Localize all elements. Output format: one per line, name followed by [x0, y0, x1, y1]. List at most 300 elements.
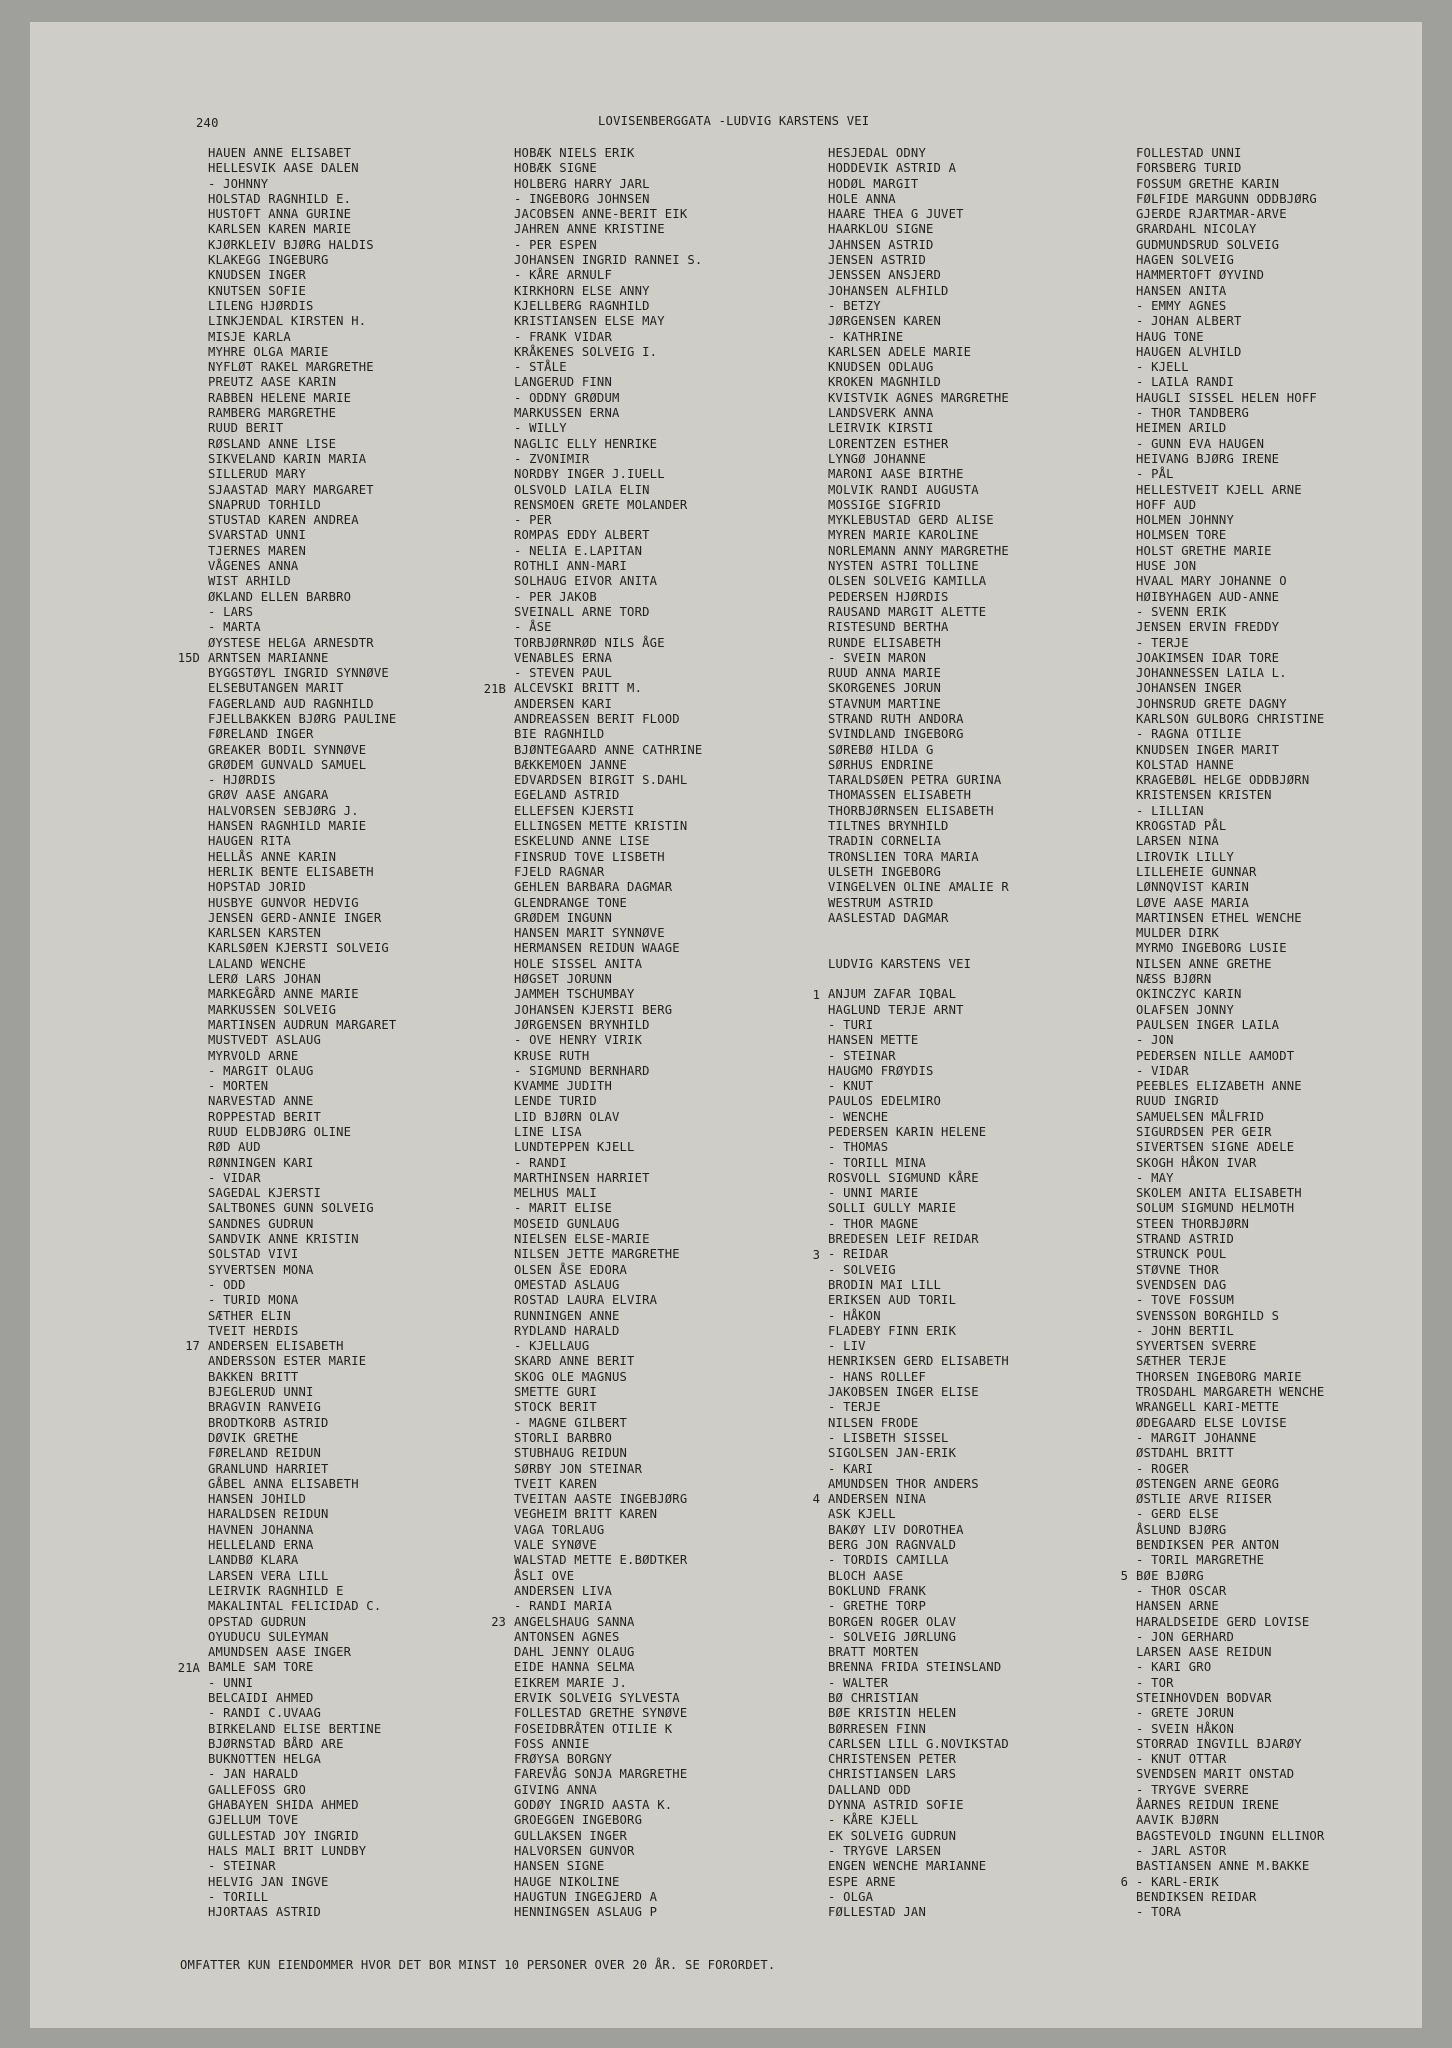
list-item: MYHRE OLGA MARIE [208, 344, 329, 359]
list-item: HOLMEN JOHNNY [1136, 513, 1234, 528]
list-item: BYGGSTØYL INGRID SYNNØVE [208, 666, 389, 681]
list-item: FJELLBAKKEN BJØRG PAULINE [208, 711, 397, 726]
list-item: AAVIK BJØRN [1136, 1813, 1219, 1828]
list-item: HAUGEN RITA [208, 834, 291, 849]
list-item: - KARL-ERIK [1136, 1874, 1219, 1889]
column-2 [514, 146, 834, 1920]
list-item: SKOGH HÅKON IVAR [1136, 1155, 1257, 1170]
list-item: MARTHINSEN HARRIET [514, 1170, 650, 1185]
list-item: FORSBERG TURID [1136, 161, 1242, 176]
list-item: OLSVOLD LAILA ELIN [514, 482, 650, 497]
list-item: PREUTZ AASE KARIN [208, 375, 337, 390]
list-item: TVEITAN AASTE INGEBJØRG [514, 1492, 688, 1507]
list-item: KLAKEGG INGEBURG [208, 253, 329, 268]
list-item: FINSRUD TOVE LISBETH [514, 849, 665, 864]
list-item: JAHNSEN ASTRID [828, 237, 934, 252]
list-item: STRUNCK POUL [1136, 1247, 1227, 1262]
list-item: MOSEID GUNLAUG [514, 1216, 620, 1231]
list-item: STØVNE THOR [1136, 1262, 1219, 1277]
list-item: ÅSLI OVE [514, 1568, 575, 1583]
list-item: - TERJE [1136, 635, 1189, 650]
house-number: 1 [812, 987, 820, 1002]
list-item: - JOHNNY [208, 176, 269, 191]
list-item: - GUNN EVA HAUGEN [1136, 436, 1265, 451]
list-item: SYVERTSEN MONA [208, 1262, 314, 1277]
list-item: NORLEMANN ANNY MARGRETHE [828, 543, 1009, 558]
list-item: ANJUM ZAFAR IQBAL [828, 987, 957, 1002]
list-item: - UNNI [208, 1675, 254, 1690]
list-item: HESJEDAL ODNY [828, 146, 926, 160]
list-item: - MAY [1136, 1170, 1174, 1185]
list-item: - RANDI C.UVAAG [208, 1706, 322, 1721]
list-item: LANGERUD FINN [514, 375, 612, 390]
list-item: SØRHUS ENDRINE [828, 757, 934, 772]
list-item: LYNGØ JOHANNE [828, 451, 926, 466]
list-item: KARLSEN KAREN MARIE [208, 222, 352, 237]
list-item: HAGLUND TERJE ARNT [828, 1002, 964, 1017]
list-item: LØVE AASE MARIA [1136, 895, 1250, 910]
list-item: HANSEN RAGNHILD MARIE [208, 819, 367, 834]
list-item: - JON GERHARD [1136, 1629, 1234, 1644]
list-item: NILSEN JETTE MARGRETHE [514, 1247, 680, 1262]
list-item: LANDBØ KLARA [208, 1553, 299, 1568]
list-item: PEDERSEN KARIN HELENE [828, 1125, 987, 1139]
list-item: HOBÆK SIGNE [514, 161, 597, 176]
list-item: - KJELLAUG [514, 1339, 590, 1354]
list-item: HELLESVIK AASE DALEN [208, 161, 359, 176]
list-item: JENSEN ASTRID [828, 253, 926, 268]
list-item: ROTHLI ANN-MARI [514, 559, 628, 574]
list-item: DØVIK GRETHE [208, 1430, 299, 1445]
list-item: MARTINSEN ETHEL WENCHE [1136, 910, 1302, 925]
list-item: LORENTZEN ESTHER [828, 436, 949, 451]
list-item: GEHLEN BARBARA DAGMAR [514, 880, 673, 895]
list-item: MYREN MARIE KAROLINE [828, 528, 979, 543]
list-item: SVENSSON BORGHILD S [1136, 1308, 1280, 1323]
list-item: RUNNINGEN ANNE [514, 1308, 620, 1323]
list-item: - STEINAR [828, 1048, 896, 1063]
list-item: - TOR [1136, 1675, 1174, 1690]
list-item: HØIBYHAGEN AUD-ANNE [1136, 589, 1280, 604]
list-item: HUSBYE GUNVOR HEDVIG [208, 895, 359, 910]
list-item: PEDERSEN NILLE AAMODT [1136, 1048, 1295, 1063]
list-item: ROPPESTAD BERIT [208, 1109, 322, 1124]
list-item: FØRELAND REIDUN [208, 1446, 322, 1461]
list-item: MARKUSSEN ERNA [514, 406, 620, 421]
list-item: - MAGNE GILBERT [514, 1415, 628, 1430]
list-item: - MARGIT OLAUG [208, 1063, 314, 1078]
list-item: - GRETHE TORP [828, 1599, 926, 1614]
list-item: JAKOBSEN INGER ELISE [828, 1385, 979, 1400]
list-item: KARLSØEN KJERSTI SOLVEIG [208, 941, 389, 956]
list-item: LARSEN NINA [1136, 834, 1219, 849]
list-item: BENDIKSEN PER ANTON [1136, 1538, 1280, 1553]
house-number: 5 [1120, 1568, 1128, 1583]
list-item: - KNUT OTTAR [1136, 1752, 1227, 1767]
list-item: HERMANSEN REIDUN WAAGE [514, 941, 680, 956]
list-item: KNUTSEN SOFIE [208, 283, 306, 298]
list-item: LIROVIK LILLY [1136, 849, 1234, 864]
list-item: JAMMEH TSCHUMBAY [514, 987, 635, 1002]
list-item: - SOLVEIG JØRLUNG [828, 1629, 957, 1644]
list-item: - LIV [828, 1339, 866, 1354]
list-item: AMUNDSEN THOR ANDERS [828, 1476, 979, 1491]
list-item: ERIKSEN AUD TORIL [828, 1293, 957, 1308]
list-item: - LISBETH SISSEL [828, 1430, 949, 1445]
list-item: ANGELSHAUG SANNA [514, 1614, 635, 1629]
list-item: LARSEN AASE REIDUN [1136, 1645, 1272, 1660]
list-item: ANDREASSEN BERIT FLOOD [514, 711, 680, 726]
list-item: STORLI BARBRO [514, 1430, 612, 1445]
list-item: TILTNES BRYNHILD [828, 819, 949, 834]
list-item: HODDEVIK ASTRID A [828, 161, 957, 176]
list-item: - STEINAR [208, 1859, 276, 1874]
list-item: - ODD [208, 1277, 246, 1292]
list-item: WALSTAD METTE E.BØDTKER [514, 1553, 688, 1568]
list-item: - HJØRDIS [208, 773, 276, 788]
list-item: KRISTIANSEN ELSE MAY [514, 314, 665, 329]
list-item: HUSE JON [1136, 559, 1197, 574]
list-item: FOLLESTAD UNNI [1136, 146, 1242, 160]
document-page [30, 22, 1422, 2028]
list-item: BLOCH AASE [828, 1568, 904, 1583]
list-item: FØLLESTAD JAN [828, 1905, 926, 1920]
list-item: BÆKKEMOEN JANNE [514, 757, 628, 772]
list-item: KNUDSEN INGER [208, 268, 306, 283]
list-item: RØSLAND ANNE LISE [208, 436, 337, 451]
list-item: STUSTAD KAREN ANDREA [208, 513, 359, 528]
list-item: GRØV AASE ANGARA [208, 788, 329, 803]
list-item: EIKREM MARIE J. [514, 1675, 628, 1690]
list-item: RUUD ANNA MARIE [828, 666, 942, 681]
list-item: SIKVELAND KARIN MARIA [208, 451, 367, 466]
list-item: STORRAD INGVILL BJARØY [1136, 1736, 1302, 1751]
list-item: NIELSEN ELSE-MARIE [514, 1232, 650, 1247]
list-item: FOSEIDBRÅTEN OTILIE K [514, 1721, 673, 1736]
list-item: EIDE HANNA SELMA [514, 1660, 635, 1675]
list-item: - PER [514, 513, 552, 528]
page-header: LOVISENBERGGATA -LUDVIG KARSTENS VEI [598, 114, 870, 128]
list-item: - SIGMUND BERNHARD [514, 1063, 650, 1078]
list-item: BUKNOTTEN HELGA [208, 1752, 322, 1767]
list-item: NÆSS BJØRN [1136, 972, 1212, 987]
list-item: HENNINGSEN ASLAUG P [514, 1905, 658, 1920]
list-item: STRAND RUTH ANDORA [828, 711, 964, 726]
house-number: 3 [812, 1247, 820, 1262]
list-item: - TORA [1136, 1905, 1182, 1920]
list-item: MAKALINTAL FELICIDAD C. [208, 1599, 382, 1614]
list-item: ARNTSEN MARIANNE [208, 650, 329, 665]
list-item: HOLSTAD RAGNHILD E. [208, 191, 352, 206]
list-item: EDVARDSEN BIRGIT S.DAHL [514, 773, 688, 788]
list-item: ULSETH INGEBORG [828, 864, 942, 879]
house-number: 4 [812, 1492, 820, 1507]
list-item: LID BJØRN OLAV [514, 1109, 620, 1124]
list-item: FØRELAND INGER [208, 727, 314, 742]
list-item: BIE RAGNHILD [514, 727, 605, 742]
list-item: NYSTEN ASTRI TOLLINE [828, 559, 979, 574]
list-item: ROSTAD LAURA ELVIRA [514, 1293, 658, 1308]
list-item: EK SOLVEIG GUDRUN [828, 1828, 957, 1843]
list-item: HAARE THEA G JUVET [828, 207, 964, 222]
list-item: AMUNDSEN AASE INGER [208, 1645, 352, 1660]
list-item: HVAAL MARY JOHANNE O [1136, 574, 1287, 589]
list-item: SYVERTSEN SVERRE [1136, 1339, 1257, 1354]
list-item: SKORGENES JORUN [828, 681, 942, 696]
list-item: GJERDE RJARTMAR-ARVE [1136, 207, 1287, 222]
list-item: BJØRNSTAD BÅRD ARE [208, 1736, 344, 1751]
list-item: HENRIKSEN GERD ELISABETH [828, 1354, 1009, 1369]
list-item: - GERD ELSE [1136, 1507, 1219, 1522]
list-item: LØNNQVIST KARIN [1136, 880, 1250, 895]
list-item: - TORILL MINA [828, 1155, 926, 1170]
list-item: - ROGER [1136, 1461, 1189, 1476]
list-item: STEEN THORBJØRN [1136, 1216, 1250, 1231]
list-item: HAUGLI SISSEL HELEN HOFF [1136, 390, 1317, 405]
list-item: DYNNA ASTRID SOFIE [828, 1798, 964, 1813]
list-item: - JOHN BERTIL [1136, 1323, 1234, 1338]
list-item: FLADEBY FINN ERIK [828, 1323, 957, 1338]
list-item: BRATT MORTEN [828, 1645, 919, 1660]
list-item: BØ CHRISTIAN [828, 1690, 919, 1705]
house-number: 23 [491, 1614, 506, 1629]
list-item: HELLESTVEIT KJELL ARNE [1136, 482, 1302, 497]
list-item: JENSEN GERD-ANNIE INGER [208, 910, 382, 925]
list-item: - STÅLE [514, 360, 567, 375]
list-item: RØNNINGEN KARI [208, 1155, 314, 1170]
list-item: HAUGTUN INGEGJERD A [514, 1889, 658, 1904]
list-item: KRUSE RUTH [514, 1048, 590, 1063]
list-item: BØRRESEN FINN [828, 1721, 926, 1736]
list-item: OKINCZYC KARIN [1136, 987, 1242, 1002]
list-item: SANDNES GUDRUN [208, 1216, 314, 1231]
list-item: JOHANSEN KJERSTI BERG [514, 1002, 673, 1017]
list-item: ANDERSEN ELISABETH [208, 1339, 344, 1354]
list-item: DAHL JENNY OLAUG [514, 1645, 635, 1660]
list-item: THOMASSEN ELISABETH [828, 788, 972, 803]
list-item: HELLELAND ERNA [208, 1538, 314, 1553]
list-item: ØKLAND ELLEN BARBRO [208, 589, 352, 604]
list-item: MARONI AASE BIRTHE [828, 467, 964, 482]
list-item: JOHANSEN INGRID RANNEI S. [514, 253, 703, 268]
list-item: ESKELUND ANNE LISE [514, 834, 650, 849]
list-item: ELSEBUTANGEN MARIT [208, 681, 344, 696]
list-item: - KÅRE ARNULF [514, 268, 612, 283]
list-item: GHABAYEN SHIDA AHMED [208, 1798, 359, 1813]
list-item: SOLHAUG EIVOR ANITA [514, 574, 658, 589]
list-item: BASTIANSEN ANNE M.BAKKE [1136, 1859, 1310, 1874]
list-item: KARLSEN KARSTEN [208, 926, 322, 941]
list-item: OLSEN SOLVEIG KAMILLA [828, 574, 987, 589]
list-item: BELCAIDI AHMED [208, 1690, 314, 1705]
list-item: BAKKEN BRITT [208, 1369, 299, 1384]
list-item: PAULSEN INGER LAILA [1136, 1017, 1280, 1032]
list-item: LERØ LARS JOHAN [208, 972, 322, 987]
list-item: - BETZY [828, 298, 881, 313]
house-number: 21B [483, 681, 506, 696]
list-item: VÅGENES ANNA [208, 559, 299, 574]
list-item: JOAKIMSEN IDAR TORE [1136, 650, 1280, 665]
list-item: KOLSTAD HANNE [1136, 757, 1234, 772]
list-item: - TRYGVE SVERRE [1136, 1782, 1250, 1797]
list-item: - PÅL [1136, 467, 1174, 482]
list-item: - RANDI MARIA [514, 1599, 612, 1614]
list-item: NILSEN ANNE GRETHE [1136, 956, 1272, 971]
list-item: - KATHRINE [828, 329, 904, 344]
list-item: BØE KRISTIN HELEN [828, 1706, 957, 1721]
list-item: - SVEIN HÅKON [1136, 1721, 1234, 1736]
column-1 [208, 146, 528, 1920]
list-item: CARLSEN LILL G.NOVIKSTAD [828, 1736, 1009, 1751]
list-item: HANSEN SIGNE [514, 1859, 605, 1874]
list-item: - SOLVEIG [828, 1262, 896, 1277]
list-item: - MARTA [208, 620, 261, 635]
list-item: HOLE ANNA [828, 191, 896, 206]
list-item: ANDERSEN NINA [828, 1492, 926, 1507]
house-number: 15D [177, 650, 200, 665]
list-item: WIST ARHILD [208, 574, 291, 589]
list-item: MOLVIK RANDI AUGUSTA [828, 482, 979, 497]
list-item: LANDSVERK ANNA [828, 406, 934, 421]
list-item: WRANGELL KARI-METTE [1136, 1400, 1280, 1415]
list-item: DALLAND ODD [828, 1782, 911, 1797]
list-item: SØRBY JON STEINAR [514, 1461, 643, 1476]
list-item: HELLÅS ANNE KARIN [208, 849, 337, 864]
list-item: - PER JAKOB [514, 589, 597, 604]
list-item: HELVIG JAN INGVE [208, 1874, 329, 1889]
list-item: - KÅRE KJELL [828, 1813, 919, 1828]
list-item: SKARD ANNE BERIT [514, 1354, 635, 1369]
list-item: HARALDSEN REIDUN [208, 1507, 329, 1522]
list-item: - WILLY [514, 421, 567, 436]
list-item: THORSEN INGEBORG MARIE [1136, 1369, 1302, 1384]
list-item: HAUG TONE [1136, 329, 1204, 344]
list-item: BRODIN MAI LILL [828, 1277, 942, 1292]
list-item: ESPE ARNE [828, 1874, 896, 1889]
list-item: SKOLEM ANITA ELISABETH [1136, 1186, 1302, 1201]
list-item: KRAGEBØL HELGE ODDBJØRN [1136, 773, 1310, 788]
list-item: SANDVIK ANNE KRISTIN [208, 1232, 359, 1247]
list-item: KVAMME JUDITH [514, 1079, 612, 1094]
list-item: ØSTDAHL BRITT [1136, 1446, 1234, 1461]
list-item: JACOBSEN ANNE-BERIT EIK [514, 207, 688, 222]
list-item: - JAN HARALD [208, 1767, 299, 1782]
list-item: - TERJE [828, 1400, 881, 1415]
list-item: GULLAKSEN INGER [514, 1828, 628, 1843]
list-item: OPSTAD GUDRUN [208, 1614, 306, 1629]
list-item: ANTONSEN AGNES [514, 1629, 620, 1644]
list-item: ANDERSSON ESTER MARIE [208, 1354, 367, 1369]
list-item: - LARS [208, 604, 254, 619]
list-item: ØSTENGEN ARNE GEORG [1136, 1476, 1280, 1491]
list-item: - THOMAS [828, 1140, 889, 1155]
list-item: MYRVOLD ARNE [208, 1048, 299, 1063]
list-item: LEIRVIK KIRSTI [828, 421, 934, 436]
list-item: STUBHAUG REIDUN [514, 1446, 628, 1461]
list-item: BORGEN ROGER OLAV [828, 1614, 957, 1629]
list-item: TVEIT HERDIS [208, 1323, 299, 1338]
list-item: MARKUSSEN SOLVEIG [208, 1002, 337, 1017]
list-item: CHRISTENSEN PETER [828, 1752, 957, 1767]
list-item: RENSMOEN GRETE MOLANDER [514, 497, 688, 512]
list-item: - VIDAR [1136, 1063, 1189, 1078]
list-item: - VIDAR [208, 1170, 261, 1185]
list-item: - THOR OSCAR [1136, 1583, 1227, 1598]
list-item: RUUD ELDBJØRG OLINE [208, 1125, 352, 1139]
list-item: SVENDSEN DAG [1136, 1277, 1227, 1292]
list-item: - SVEIN MARON [828, 650, 926, 665]
list-item: SMETTE GURI [514, 1385, 597, 1400]
list-item: - ZVONIMIR [514, 451, 590, 466]
list-item: HAMMERTOFT ØYVIND [1136, 268, 1265, 283]
list-item: MISJE KARLA [208, 329, 291, 344]
list-item: MELHUS MALI [514, 1186, 597, 1201]
list-item: - RAGNA OTILIE [1136, 727, 1242, 742]
list-item: HUSTOFT ANNA GURINE [208, 207, 352, 222]
list-item: HAARKLOU SIGNE [828, 222, 934, 237]
list-item: - LILLIAN [1136, 803, 1204, 818]
list-item: ROMPAS EDDY ALBERT [514, 528, 650, 543]
list-item: - KJELL [1136, 360, 1189, 375]
list-item: - MORTEN [208, 1079, 269, 1094]
list-item: FOSS ANNIE [514, 1736, 590, 1751]
list-item: HEIMEN ARILD [1136, 421, 1227, 436]
list-item: HAUEN ANNE ELISABET [208, 146, 352, 160]
list-item: - REIDAR [828, 1247, 889, 1262]
list-item: - JOHAN ALBERT [1136, 314, 1242, 329]
list-item: SÆTHER ELIN [208, 1308, 291, 1323]
list-item: OMESTAD ASLAUG [514, 1277, 620, 1292]
list-item: TROSDAHL MARGARETH WENCHE [1136, 1385, 1325, 1400]
list-item: HAGEN SOLVEIG [1136, 253, 1234, 268]
list-item: SVINDLAND INGEBORG [828, 727, 964, 742]
list-item: WESTRUM ASTRID [828, 895, 934, 910]
list-item: - NELIA E.LAPITAN [514, 543, 643, 558]
list-item: HANSEN ARNE [1136, 1599, 1219, 1614]
list-item: KNUDSEN INGER MARIT [1136, 742, 1280, 757]
list-item: GRARDAHL NICOLAY [1136, 222, 1257, 237]
list-item: NILSEN FRODE [828, 1415, 919, 1430]
list-item: HAVNEN JOHANNA [208, 1522, 314, 1537]
list-item: THORBJØRNSEN ELISABETH [828, 803, 994, 818]
list-item: KRÅKENES SOLVEIG I. [514, 344, 658, 359]
list-item: - WALTER [828, 1675, 889, 1690]
list-item: GRANLUND HARRIET [208, 1461, 329, 1476]
list-item: ÅSLUND BJØRG [1136, 1522, 1227, 1537]
list-item: - ÅSE [514, 620, 552, 635]
list-item: HODØL MARGIT [828, 176, 919, 191]
list-item: VAGA TORLAUG [514, 1522, 605, 1537]
house-number: 6 [1120, 1874, 1128, 1889]
list-item: ØSTLIE ARVE RIISER [1136, 1492, 1272, 1507]
list-item: - OVE HENRY VIRIK [514, 1033, 643, 1048]
list-item: STAVNUM MARTINE [828, 696, 942, 711]
list-item: - KNUT [828, 1079, 874, 1094]
list-item: - EMMY AGNES [1136, 298, 1227, 313]
list-item: GRØDEM GUNVALD SAMUEL [208, 757, 367, 772]
list-item: STOCK BERIT [514, 1400, 597, 1415]
list-item: HØGSET JORUNN [514, 972, 612, 987]
list-item: TARALDSØEN PETRA GURINA [828, 773, 1002, 788]
list-item: FAREVÅG SONJA MARGRETHE [514, 1767, 688, 1782]
list-item: - KARI [828, 1461, 874, 1476]
list-item: RUNDE ELISABETH [828, 635, 942, 650]
list-item: - JON [1136, 1033, 1174, 1048]
list-item: VALE SYNØVE [514, 1538, 597, 1553]
list-item: EGELAND ASTRID [514, 788, 620, 803]
list-item: HANSEN METTE [828, 1033, 919, 1048]
page-footer: OMFATTER KUN EIENDOMMER HVOR DET BOR MINST 10 PERSONER OVER 20 ÅR. SE FORORDET. [180, 1958, 776, 1972]
